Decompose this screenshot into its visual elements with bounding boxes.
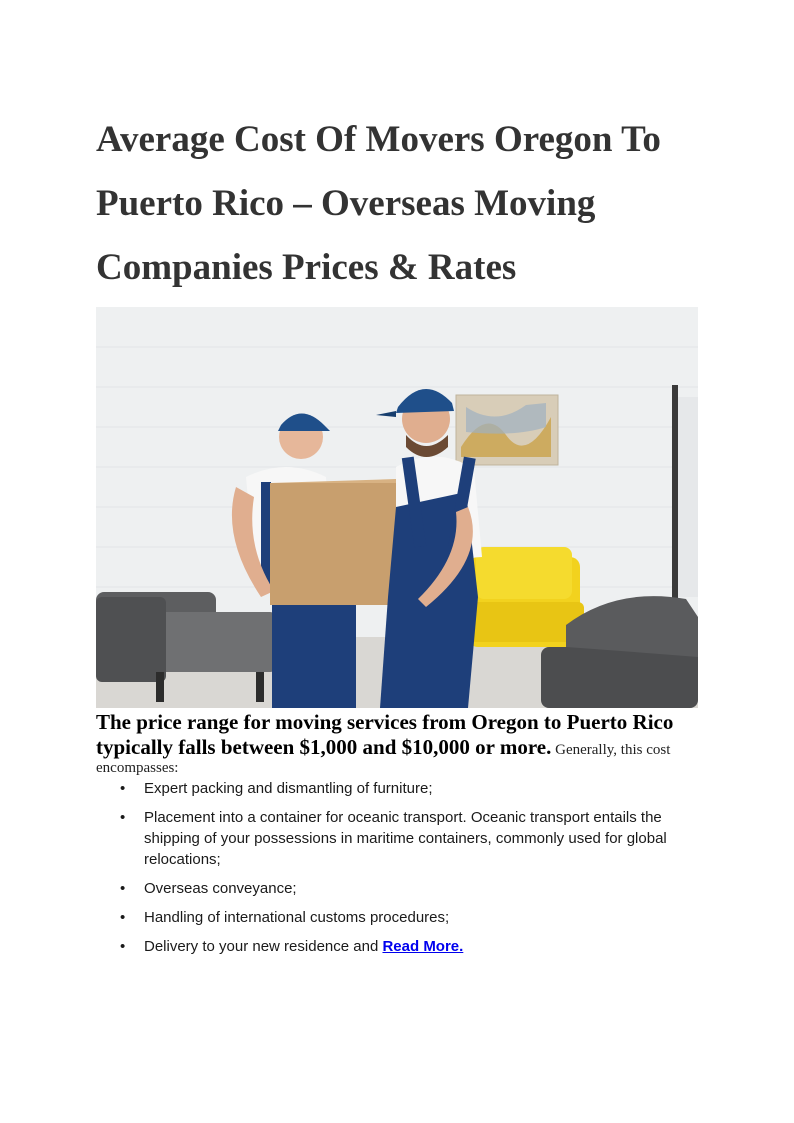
list-item-text: Delivery to your new residence and <box>144 938 383 955</box>
cost-includes-list <box>96 778 702 965</box>
wall-painting <box>456 395 558 465</box>
list-item <box>144 778 702 799</box>
intro-rest: Generally, this cost encompasses: <box>96 742 671 776</box>
list-item <box>144 907 702 928</box>
list-item <box>144 936 702 957</box>
intro-paragraph <box>96 710 702 777</box>
intro-lead-bold: The price range for moving services from Oregon to Puerto Rico typically falls between $1,000 and $10,000 or more. <box>96 710 674 759</box>
list-item-text: Overseas conveyance; <box>144 880 297 897</box>
page-title: Average Cost Of Movers Oregon To Puerto Rico – Overseas Moving Companies Prices & Rates <box>96 119 661 288</box>
list-item-text: Handling of international customs procedures; <box>144 909 450 926</box>
list-item-text: Placement into a container for oceanic transport. Oceanic transport entails the shipping of your possessions in maritime containers, commonly used for global relocations; <box>144 809 667 868</box>
hero-image-movers <box>96 307 698 708</box>
read-more-link[interactable]: Read More. <box>382 938 464 955</box>
list-item <box>144 807 702 870</box>
list-item-text: Expert packing and dismantling of furniture; <box>144 780 433 797</box>
list-item <box>144 878 702 899</box>
